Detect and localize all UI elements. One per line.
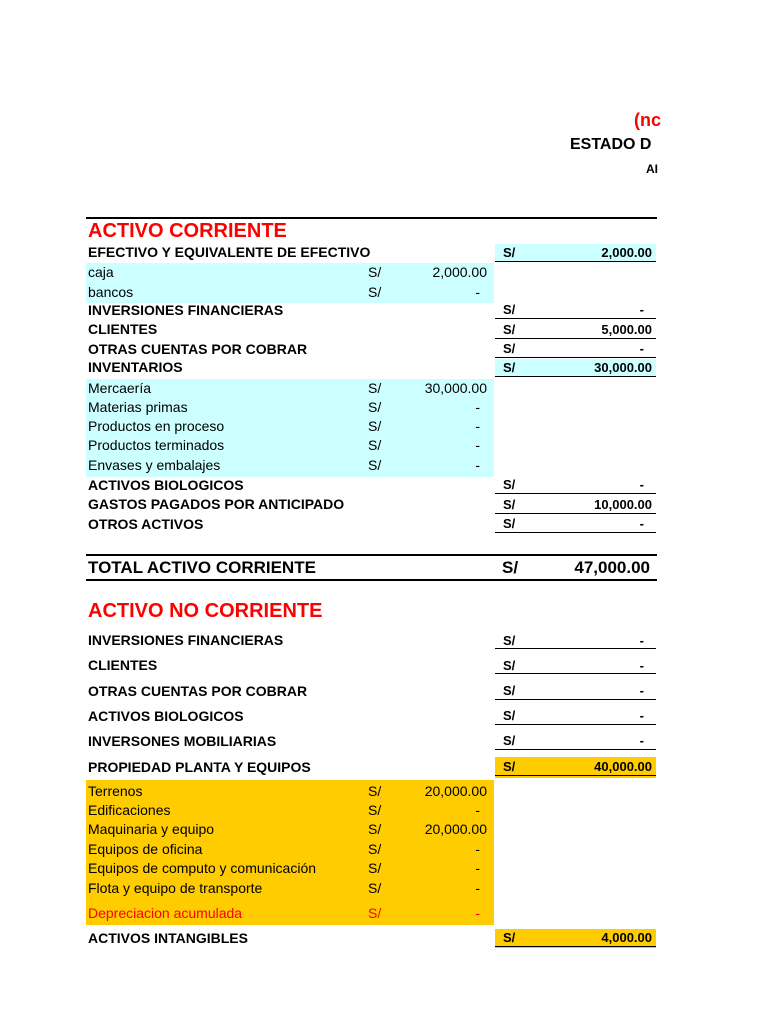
section-amount: - <box>639 477 644 492</box>
item-amount: - <box>475 841 480 857</box>
section-label: INVERSIONES FINANCIERAS <box>88 632 284 648</box>
amount-underline <box>495 648 656 649</box>
report-red-title: (nc <box>634 110 661 130</box>
section-label: INVERSONES MOBILIARIAS <box>88 733 277 749</box>
section-amount: 2,000.00 <box>601 245 652 260</box>
amount-underline <box>495 338 656 339</box>
section-currency: S/ <box>503 708 516 723</box>
item-amount: - <box>475 399 480 415</box>
item-label: Maquinaria y equipo <box>88 821 215 837</box>
section-label: GASTOS PAGADOS POR ANTICIPADO <box>88 496 345 512</box>
section-currency: S/ <box>503 633 516 648</box>
amount-underline <box>495 699 656 700</box>
item-currency: S/ <box>368 437 382 453</box>
item-amount: - <box>475 905 480 921</box>
item-label: Productos terminados <box>88 437 225 453</box>
item-amount: - <box>475 437 480 453</box>
item-currency: S/ <box>368 264 382 280</box>
section-amount: 10,000.00 <box>594 497 652 512</box>
item-label: caja <box>88 264 114 280</box>
report-subtitle: AI <box>646 162 658 176</box>
section-amount: - <box>639 341 644 356</box>
section-currency: S/ <box>503 733 516 748</box>
item-label: Materias primas <box>88 399 188 415</box>
item-amount: 2,000.00 <box>432 264 487 280</box>
item-label: bancos <box>88 284 134 300</box>
section-label: ACTIVOS INTANGIBLES <box>88 930 248 946</box>
item-currency: S/ <box>368 783 382 799</box>
amount-underline <box>495 318 656 319</box>
item-amount: - <box>475 802 480 818</box>
item-label: Productos en proceso <box>88 418 225 434</box>
total-currency: S/ <box>502 558 519 577</box>
noncurrent-assets-heading: ACTIVO NO CORRIENTE <box>88 600 323 622</box>
section-amount: - <box>639 516 644 531</box>
amount-underline <box>495 749 656 750</box>
item-currency: S/ <box>368 284 382 300</box>
item-currency: S/ <box>368 821 382 837</box>
section-currency: S/ <box>503 516 516 531</box>
amount-underline <box>495 673 656 674</box>
section-amount: 40,000.00 <box>594 759 652 774</box>
item-amount: - <box>475 860 480 876</box>
item-currency: S/ <box>368 399 382 415</box>
amount-underline <box>495 724 656 725</box>
item-label: Envases y embalajes <box>88 457 221 473</box>
item-amount: - <box>475 457 480 473</box>
section-label: EFECTIVO Y EQUIVALENTE DE EFECTIVO <box>88 244 371 260</box>
item-label: Flota y equipo de transporte <box>88 880 263 896</box>
item-currency: S/ <box>368 380 382 396</box>
report-title: ESTADO D <box>570 136 652 153</box>
item-currency: S/ <box>368 457 382 473</box>
section-amount: 4,000.00 <box>601 930 652 945</box>
item-currency: S/ <box>368 802 382 818</box>
item-amount: - <box>475 284 480 300</box>
item-label: Terrenos <box>88 783 143 799</box>
item-currency: S/ <box>368 418 382 434</box>
item-currency: S/ <box>368 880 382 896</box>
section-amount: 5,000.00 <box>601 322 652 337</box>
item-amount: - <box>475 880 480 896</box>
section-currency: S/ <box>503 759 516 774</box>
amount-underline <box>495 376 656 377</box>
section-amount: - <box>639 658 644 673</box>
section-label: PROPIEDAD PLANTA Y EQUIPOS <box>88 759 311 775</box>
section-label: INVERSIONES FINANCIERAS <box>88 302 284 318</box>
section-currency: S/ <box>503 341 516 356</box>
section-label: INVENTARIOS <box>88 359 183 375</box>
section-label: OTRAS CUENTAS POR COBRAR <box>88 683 308 699</box>
section-currency: S/ <box>503 477 516 492</box>
section-currency: S/ <box>503 683 516 698</box>
amount-underline <box>495 775 656 776</box>
item-currency: S/ <box>368 841 382 857</box>
section-amount: - <box>639 302 644 317</box>
section-amount: - <box>639 683 644 698</box>
section-currency: S/ <box>503 245 516 260</box>
current-assets-heading: ACTIVO CORRIENTE <box>88 220 287 242</box>
section-label: CLIENTES <box>88 657 158 673</box>
item-amount: 30,000.00 <box>424 380 487 396</box>
section-label: ACTIVOS BIOLOGICOS <box>88 477 244 493</box>
section-currency: S/ <box>503 302 516 317</box>
section-currency: S/ <box>503 658 516 673</box>
section-currency: S/ <box>503 930 516 945</box>
item-amount: 20,000.00 <box>424 783 487 799</box>
amount-underline <box>495 513 656 514</box>
item-label: Mercaería <box>88 380 152 396</box>
amount-underline <box>495 261 656 262</box>
item-currency: S/ <box>368 860 382 876</box>
item-label: Depreciacion acumulada <box>88 905 243 921</box>
total-bottom-rule <box>86 579 657 581</box>
section-label: ACTIVOS BIOLOGICOS <box>88 708 244 724</box>
section-currency: S/ <box>503 497 516 512</box>
section-amount: 30,000.00 <box>594 360 652 375</box>
item-amount: - <box>475 418 480 434</box>
total-top-rule <box>86 554 657 556</box>
section-label: OTROS ACTIVOS <box>88 516 204 532</box>
total-amount: 47,000.00 <box>574 558 650 577</box>
amount-underline <box>495 532 656 533</box>
section-amount: - <box>639 733 644 748</box>
amount-underline <box>495 946 656 947</box>
item-label: Equipos de computo y comunicación <box>88 860 317 876</box>
item-label: Equipos de oficina <box>88 841 203 857</box>
item-label: Edificaciones <box>88 802 171 818</box>
amount-underline <box>495 357 656 358</box>
section-currency: S/ <box>503 360 516 375</box>
section-label: OTRAS CUENTAS POR COBRAR <box>88 341 308 357</box>
amount-underline <box>495 493 656 494</box>
item-amount: 20,000.00 <box>424 821 487 837</box>
item-currency: S/ <box>368 905 382 921</box>
section-currency: S/ <box>503 322 516 337</box>
section-amount: - <box>639 708 644 723</box>
total-label: TOTAL ACTIVO CORRIENTE <box>88 558 316 577</box>
section-label: CLIENTES <box>88 321 158 337</box>
section-amount: - <box>639 633 644 648</box>
